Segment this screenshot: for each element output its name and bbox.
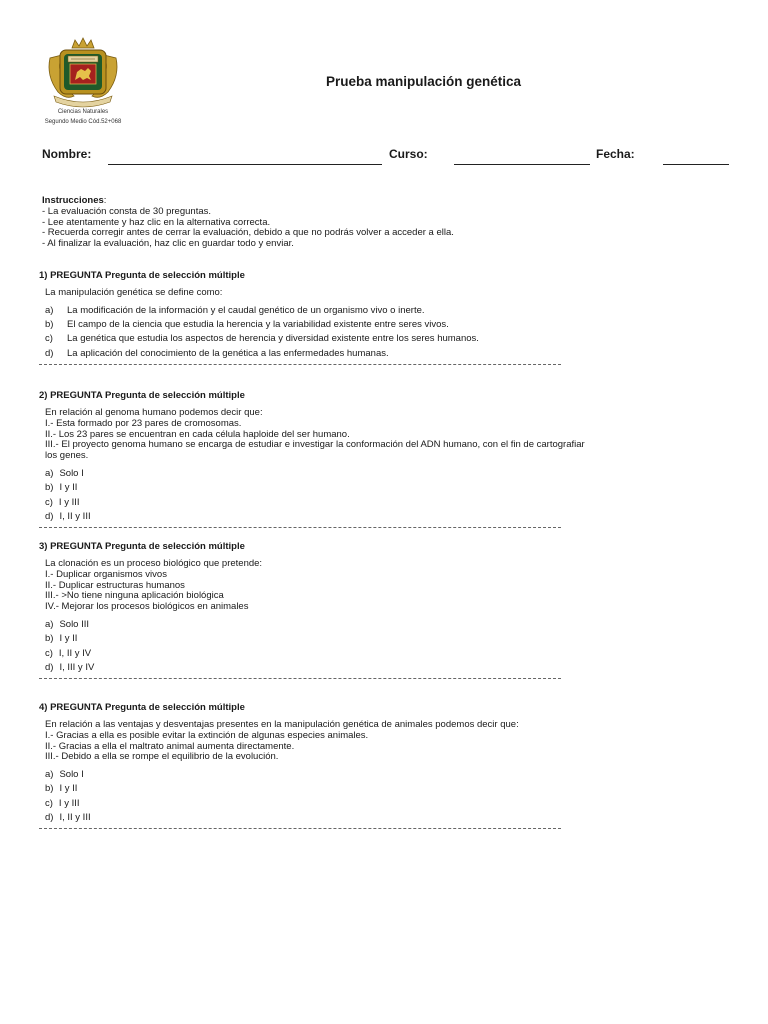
option-text: I y III bbox=[58, 496, 80, 508]
question-separator bbox=[39, 828, 561, 829]
option-text: La modificación de la información y el caudal genético de un organismo vivo o inerte. bbox=[67, 304, 425, 316]
instructions-title: Instrucciones bbox=[42, 195, 104, 206]
stem-line: I.- Duplicar organismos vivos bbox=[45, 568, 167, 580]
stem-line: III.- El proyecto genoma humano se encarga de estudiar e investigar la conformación del ADN humano, con el fin de cartografiar los genes. bbox=[45, 439, 585, 462]
question-3 bbox=[39, 541, 599, 679]
option-b[interactable] bbox=[45, 481, 599, 495]
option-text: I y II bbox=[59, 482, 78, 494]
option-d[interactable] bbox=[45, 510, 599, 524]
question-separator bbox=[39, 364, 561, 365]
option-letter: a) bbox=[45, 769, 54, 781]
question-heading bbox=[39, 390, 599, 401]
option-text: I, II y III bbox=[59, 510, 91, 522]
option-text: I, III y IV bbox=[59, 661, 95, 673]
stem-line: II.- Los 23 pares se encuentran en cada célula haploide del ser humano. bbox=[45, 428, 350, 440]
name-field-line[interactable] bbox=[108, 164, 382, 165]
stem-line: En relación al genoma humano podemos decir que: bbox=[45, 407, 263, 418]
stem-line: III.- Debido a ella se rompe el equilibrio de la evolución. bbox=[45, 751, 279, 763]
question-heading-text: PREGUNTA Pregunta de selección múltiple bbox=[50, 390, 245, 401]
question-1 bbox=[39, 270, 599, 365]
options-list bbox=[39, 618, 599, 675]
course-code-label: Segundo Medio Cód.52+068 bbox=[44, 119, 122, 125]
option-text: Solo I bbox=[59, 769, 84, 781]
stem-line: La clonación es un proceso biológico que pretende: bbox=[45, 558, 263, 569]
subject-label: Ciencias Naturales bbox=[57, 109, 109, 115]
option-b[interactable] bbox=[45, 632, 599, 646]
question-4 bbox=[39, 702, 599, 829]
question-stem bbox=[39, 559, 599, 613]
option-text: I, II y IV bbox=[58, 647, 92, 659]
instructions-block bbox=[42, 196, 454, 250]
question-heading bbox=[39, 541, 599, 552]
option-letter: d) bbox=[45, 661, 54, 673]
option-letter: d) bbox=[45, 510, 54, 522]
options-list bbox=[39, 467, 599, 524]
question-heading bbox=[39, 702, 599, 713]
instruction-line: - Lee atentamente y haz clic en la alternativa correcta. bbox=[42, 216, 271, 228]
option-text: I, II y III bbox=[59, 812, 91, 824]
option-c[interactable] bbox=[45, 496, 599, 510]
course-field-line[interactable] bbox=[454, 164, 590, 165]
question-heading-text: PREGUNTA Pregunta de selección múltiple bbox=[50, 541, 245, 552]
question-number: 3) bbox=[39, 541, 48, 552]
option-letter: c) bbox=[45, 333, 53, 345]
option-text: I y III bbox=[58, 797, 80, 809]
instruction-line: - Recuerda corregir antes de cerrar la evaluación, debido a que no podrás volver a acceder a ella. bbox=[42, 227, 454, 239]
question-heading bbox=[39, 270, 599, 281]
option-b[interactable] bbox=[45, 782, 599, 796]
option-letter: d) bbox=[45, 812, 54, 824]
option-letter: a) bbox=[45, 304, 54, 316]
question-heading-text: PREGUNTA Pregunta de selección múltiple bbox=[50, 270, 245, 281]
page-title: Prueba manipulación genética bbox=[326, 74, 522, 89]
option-d[interactable] bbox=[45, 811, 599, 825]
instruction-line: - La evaluación consta de 30 preguntas. bbox=[42, 205, 212, 217]
question-number: 1) bbox=[39, 270, 48, 281]
question-number: 2) bbox=[39, 390, 48, 401]
option-letter: c) bbox=[45, 797, 53, 809]
option-a[interactable] bbox=[45, 618, 599, 632]
option-d[interactable] bbox=[45, 661, 599, 675]
stem-line: I.- Esta formado por 23 pares de cromosomas. bbox=[45, 417, 242, 429]
option-letter: b) bbox=[45, 783, 54, 795]
stem-line: III.- >No tiene ninguna aplicación biológica bbox=[45, 590, 224, 602]
option-text: I y II bbox=[59, 783, 78, 795]
option-c[interactable] bbox=[45, 332, 599, 346]
option-a[interactable] bbox=[45, 768, 599, 782]
option-a[interactable] bbox=[45, 304, 599, 318]
date-label: Fecha: bbox=[596, 147, 635, 161]
question-2 bbox=[39, 390, 599, 528]
question-number: 4) bbox=[39, 702, 48, 713]
option-letter: b) bbox=[45, 482, 54, 494]
question-stem bbox=[39, 288, 599, 299]
question-stem bbox=[39, 720, 599, 763]
question-stem bbox=[39, 408, 599, 462]
course-label: Curso: bbox=[389, 147, 428, 161]
stem-line: II.- Gracias a ella el maltrato animal aumenta directamente. bbox=[45, 740, 295, 752]
option-letter: c) bbox=[45, 647, 53, 659]
option-c[interactable] bbox=[45, 797, 599, 811]
option-text: El campo de la ciencia que estudia la herencia y la variabilidad existente entre seres vivos. bbox=[67, 319, 449, 331]
option-letter: b) bbox=[45, 319, 54, 331]
option-letter: a) bbox=[45, 467, 54, 479]
option-letter: a) bbox=[45, 618, 54, 630]
stem-line: II.- Duplicar estructuras humanos bbox=[45, 579, 185, 591]
option-text: Solo I bbox=[59, 467, 84, 479]
option-letter: c) bbox=[45, 496, 53, 508]
stem-line: I.- Gracias a ella es posible evitar la extinción de algunas especies animales. bbox=[45, 729, 369, 741]
date-field-line[interactable] bbox=[663, 164, 729, 165]
school-crest-logo bbox=[44, 36, 122, 108]
question-separator bbox=[39, 678, 561, 679]
instruction-line: - Al finalizar la evaluación, haz clic en guardar todo y enviar. bbox=[42, 238, 294, 250]
stem-line: La manipulación genética se define como: bbox=[45, 287, 223, 298]
option-text: La genética que estudia los aspectos de herencia y diversidad existente entre los seres humanos. bbox=[67, 333, 479, 345]
option-letter: d) bbox=[45, 347, 54, 359]
option-letter: b) bbox=[45, 633, 54, 645]
question-heading-text: PREGUNTA Pregunta de selección múltiple bbox=[50, 702, 245, 713]
question-separator bbox=[39, 527, 561, 528]
option-text: I y II bbox=[59, 633, 78, 645]
option-text: La aplicación del conocimiento de la genética a las enfermedades humanas. bbox=[67, 347, 389, 359]
option-text: Solo III bbox=[59, 618, 90, 630]
option-b[interactable] bbox=[45, 318, 599, 332]
stem-line: IV.- Mejorar los procesos biológicos en animales bbox=[45, 601, 249, 613]
name-label: Nombre: bbox=[42, 147, 92, 161]
stem-line: En relación a las ventajas y desventajas presentes en la manipulación genética de animales podemos decir que: bbox=[45, 719, 519, 730]
options-list bbox=[39, 768, 599, 825]
instructions-colon: : bbox=[103, 195, 107, 206]
option-a[interactable] bbox=[45, 467, 599, 481]
option-c[interactable] bbox=[45, 647, 599, 661]
options-list bbox=[39, 304, 599, 361]
option-d[interactable] bbox=[45, 347, 599, 361]
